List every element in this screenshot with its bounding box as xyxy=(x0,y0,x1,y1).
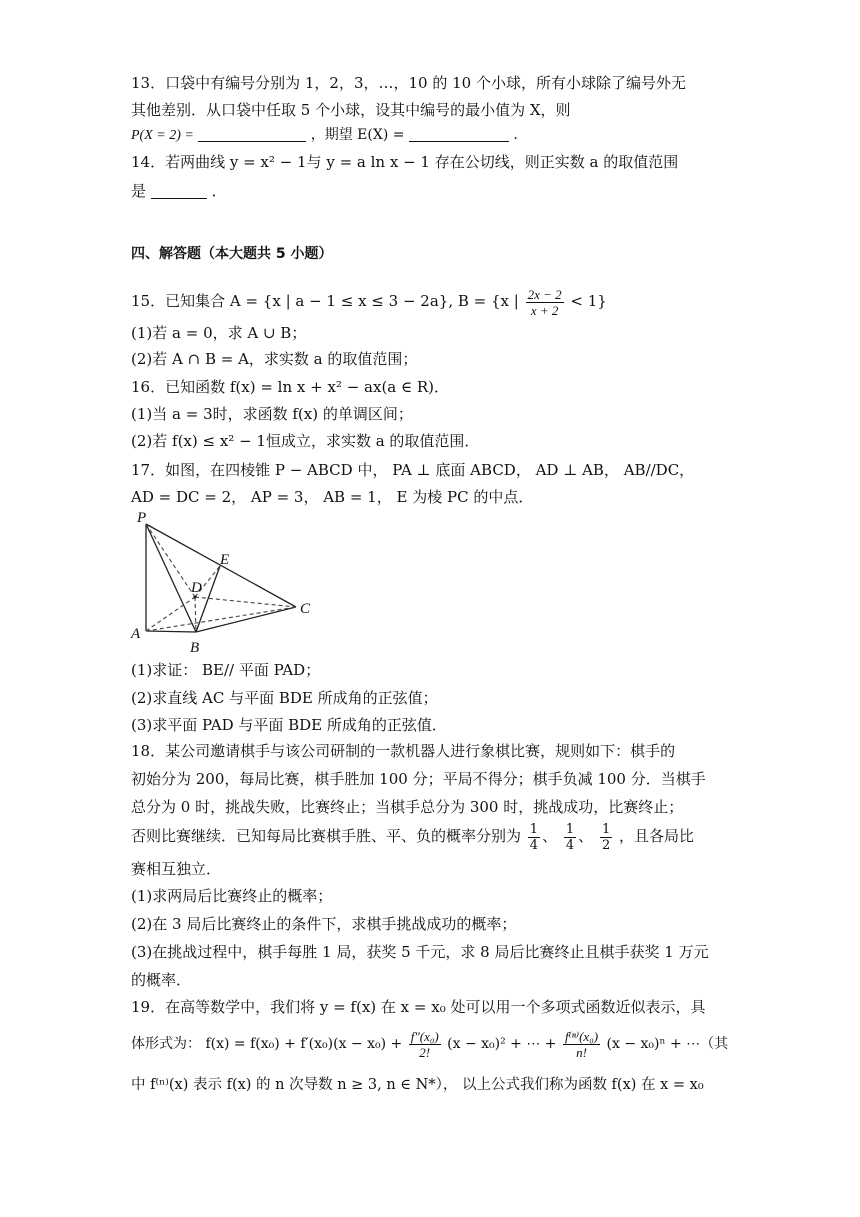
edge-db xyxy=(195,597,196,632)
q15-frac-num: 2x − 2 xyxy=(527,286,562,302)
q18-prob-draw-num: 1 xyxy=(565,821,575,837)
q18-sep1: 、 xyxy=(542,827,558,845)
q19-termn-den: n! xyxy=(576,1044,587,1060)
q18-sep2: 、 xyxy=(578,827,594,845)
q13-line1: 13．口袋中有编号分别为 1，2，3，…，10 的 10 个小球，所有小球除了编号外无 xyxy=(131,74,686,92)
q18-line2: 初始分为 200，每局比赛，棋手胜加 100 分；平局不得分；棋手负减 100 分．当棋手 xyxy=(131,770,706,788)
q18-part2: (2)在 3 局后比赛终止的条件下，求棋手挑战成功的概率； xyxy=(131,915,517,933)
q16-line1: 16．已知函数 f(x) = ln x + x² − ax(a ∈ R)． xyxy=(131,378,450,396)
q17-line2: AD = DC = 2， AP = 3， AB = 1， E 为棱 PC 的中点． xyxy=(131,488,534,506)
q18-part3-cont: 的概率． xyxy=(131,971,192,989)
label-p: P xyxy=(137,510,147,526)
label-e: E xyxy=(220,552,230,568)
q15-stem-end: < 1} xyxy=(570,292,607,310)
q19-taylor-start: 体形式为： f(x) = f(x₀) + f′(x₀)(x − x₀) + xyxy=(131,1036,403,1052)
q18-line4 xyxy=(131,818,694,854)
q14-answer-blank[interactable] xyxy=(151,183,207,199)
q19-line1: 19．在高等数学中，我们将 y = f(x) 在 x = x₀ 处可以用一个多项式函数近似表示，具 xyxy=(131,998,706,1016)
q19-line2 xyxy=(131,1024,728,1064)
q18-prob-lose-num: 1 xyxy=(601,821,611,837)
q13-px2: P(X = 2) = xyxy=(131,128,194,143)
q15-part1: (1)若 a = 0，求 A ∪ B； xyxy=(131,324,307,342)
q19-taylor-mid: (x − x₀)² + ⋯ + xyxy=(447,1036,557,1052)
q14-line1: 14．若两曲线 y = x² − 1与 y = a ln x − 1 存在公切线，则正实数 a 的取值范围 xyxy=(131,153,679,171)
q19-taylor-end: (x − x₀)ⁿ + ⋯（其 xyxy=(606,1036,729,1052)
q15-fraction xyxy=(526,287,564,318)
label-a: A xyxy=(131,626,141,642)
section-heading: 四、解答题（本大题共 5 小题） xyxy=(131,246,333,262)
q15-part2: (2)若 A ∩ B = A，求实数 a 的取值范围； xyxy=(131,350,418,368)
q13-answer-blank-1[interactable] xyxy=(198,126,306,142)
q19-term2-num: f″(x₀) xyxy=(410,1028,439,1044)
q16-part1: (1)当 a = 3时，求函数 f(x) 的单调区间； xyxy=(131,405,413,423)
q13-answer-blank-2[interactable] xyxy=(409,126,509,142)
q18-prob-draw-den: 4 xyxy=(565,837,575,853)
q15-stem: 15．已知集合 A = {x | a − 1 ≤ x ≤ 3 − 2a}, B = {x | xyxy=(131,292,519,310)
pyramid-figure xyxy=(128,508,328,658)
q19-termn-num: f⁽ⁿ⁾(x₀) xyxy=(565,1028,599,1044)
q15-frac-den: x + 2 xyxy=(530,302,559,318)
q18-line4-end: ，且各局比 xyxy=(619,827,695,845)
edge-ab xyxy=(146,631,196,632)
label-d: D xyxy=(191,580,202,596)
q17-part1: (1)求证： BE// 平面 PAD； xyxy=(131,661,321,679)
q13-line3 xyxy=(131,124,527,147)
q18-prob-lose xyxy=(600,822,612,853)
q19-termn xyxy=(563,1029,600,1060)
q13-end: ． xyxy=(513,127,528,143)
q19-line3: 中 f⁽ⁿ⁾(x) 表示 f(x) 的 n 次导数 n ≥ 3, n ∈ N*）， 以上公式我们称为函数 f(x) 在 x = x₀ xyxy=(131,1077,704,1093)
q18-prob-win xyxy=(528,822,540,853)
q13-line2: 其他差别．从口袋中任取 5 个小球，设其中编号的最小值为 X，则 xyxy=(131,101,571,119)
edge-pd xyxy=(146,524,195,597)
edge-pb xyxy=(146,524,196,632)
q18-prob-win-num: 1 xyxy=(529,821,539,837)
q19-term2 xyxy=(409,1029,441,1060)
q18-prob-win-den: 4 xyxy=(529,837,539,853)
q14-end: ． xyxy=(211,182,227,200)
label-c: C xyxy=(300,601,311,617)
edge-bc xyxy=(196,607,296,632)
q19-term2-den: 2! xyxy=(419,1044,431,1060)
q18-line3: 总分为 0 时，挑战失败，比赛终止；当棋手总分为 300 时，挑战成功，比赛终止； xyxy=(131,798,684,816)
edge-ac xyxy=(146,607,296,631)
q18-line5: 赛相互独立． xyxy=(131,860,222,878)
label-b: B xyxy=(190,640,200,656)
q17-part2: (2)求直线 AC 与平面 BDE 所成角的正弦值； xyxy=(131,689,438,707)
q14-shi: 是 xyxy=(131,182,147,200)
q15-line1 xyxy=(131,284,607,318)
q18-part3: (3)在挑战过程中，棋手每胜 1 局，获奖 5 千元，求 8 局后比赛终止且棋手获奖 1 万元 xyxy=(131,943,709,961)
q18-line1: 18．某公司邀请棋手与该公司研制的一款机器人进行象棋比赛，规则如下：棋手的 xyxy=(131,742,676,760)
q18-prob-draw xyxy=(564,822,576,853)
q18-part1: (1)求两局后比赛终止的概率； xyxy=(131,887,333,905)
q14-line2 xyxy=(131,180,227,202)
q18-prob-lose-den: 2 xyxy=(601,837,611,853)
q18-line4-text: 否则比赛继续．已知每局比赛棋手胜、平、负的概率分别为 xyxy=(131,827,522,845)
q17-line1: 17．如图，在四棱锥 P − ABCD 中， PA ⊥ 底面 ABCD， AD ⊥ AB， AB//DC， xyxy=(131,461,695,479)
q16-part2: (2)若 f(x) ≤ x² − 1恒成立，求实数 a 的取值范围． xyxy=(131,432,480,450)
q13-expect: ，期望 E(X) = xyxy=(310,127,405,143)
q17-part3: (3)求平面 PAD 与平面 BDE 所成角的正弦值． xyxy=(131,716,447,734)
